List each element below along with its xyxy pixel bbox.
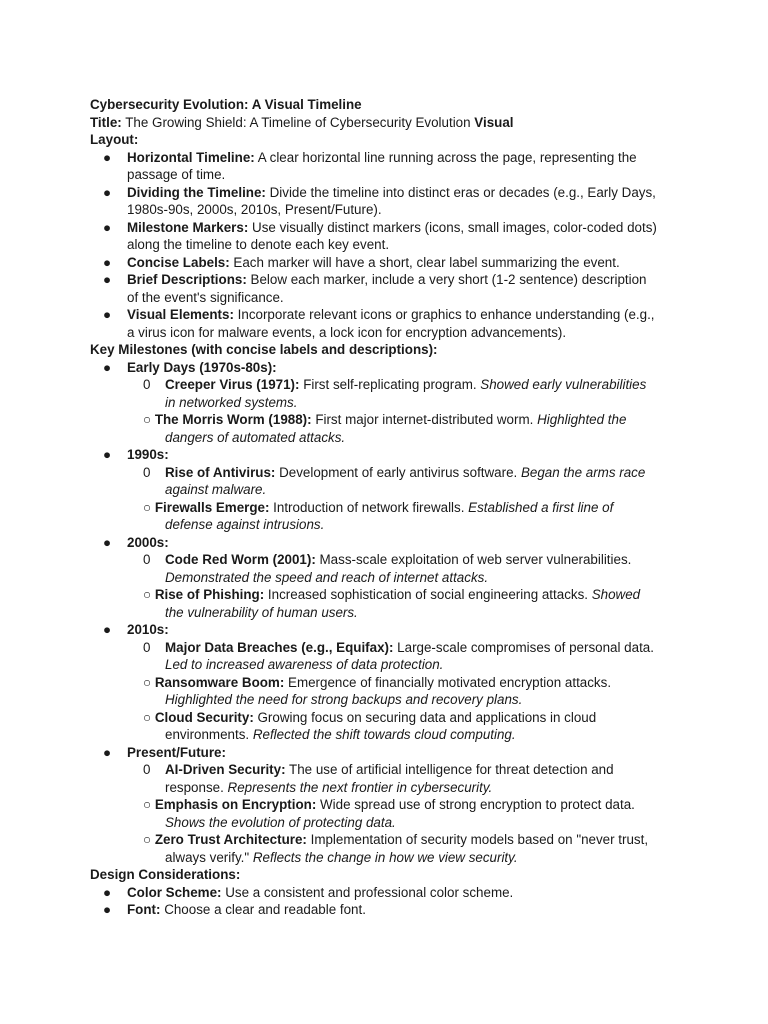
event-significance: Led to increased awareness of data protection. — [165, 657, 444, 672]
event-significance: Showed — [591, 587, 641, 602]
event-description: response. — [165, 779, 228, 795]
milestones-heading-text: Key Milestones (with concise labels and descriptions): — [90, 342, 438, 357]
event-significance: Demonstrated the speed and reach of internet attacks. — [165, 569, 489, 585]
bullet-icon: ● — [103, 744, 112, 760]
layout-item-text: Use visually distinct markers (icons, small images, color-coded dots) — [248, 219, 657, 235]
era-label: 2010s: — [127, 622, 169, 637]
era-item — [90, 621, 690, 639]
event-description: Development of early antivirus software. — [275, 464, 521, 480]
event-title: Cloud Security: — [154, 709, 254, 725]
layout-item-body — [127, 271, 690, 306]
layout-item-body — [127, 149, 690, 184]
event-description: environments. — [165, 727, 253, 742]
event-title: Major Data Breaches (e.g., Equifax): — [165, 639, 394, 655]
event-significance: the vulnerability of human users. — [165, 604, 358, 620]
event-significance: Reflects the change in how we view security. — [252, 849, 518, 865]
layout-heading — [90, 131, 690, 149]
event-item — [90, 376, 690, 411]
event-title: Rise of Antivirus: — [165, 464, 276, 480]
layout-item — [90, 184, 690, 219]
era-label: Present/Future: — [127, 744, 226, 760]
title-label: Title: — [90, 114, 122, 130]
layout-item-text: Below each marker, include a very short (1-2 sentence) description — [246, 272, 647, 287]
event-description: First major internet-distributed worm. — [311, 412, 538, 427]
event-marker-icon: ○ — [143, 412, 152, 427]
layout-item-body — [127, 254, 690, 272]
event-item — [90, 796, 690, 831]
bullet-icon: ● — [103, 219, 112, 235]
layout-item-label: Concise Labels: — [127, 254, 230, 270]
bullet-icon: ● — [103, 902, 112, 917]
event-title: Firewalls Emerge: — [154, 499, 270, 515]
event-title: Code Red Worm (2001): — [165, 552, 316, 567]
title-suffix: Visual — [474, 114, 514, 130]
design-item-label: Font: — [127, 902, 161, 917]
event-significance: against malware. — [165, 482, 267, 497]
layout-item-text: a virus icon for malware events, a lock icon for encryption advancements). — [127, 324, 567, 340]
design-item-text: Use a consistent and professional color scheme. — [221, 884, 514, 900]
event-description: Large-scale compromises of personal data. — [393, 639, 654, 655]
event-description: First self-replicating program. — [299, 377, 481, 392]
design-item — [90, 901, 690, 919]
era-label: 1990s: — [127, 447, 169, 462]
event-description: Implementation of security models based on "never trust, — [306, 832, 649, 847]
event-item — [90, 761, 690, 796]
layout-heading-text: Layout: — [90, 132, 139, 147]
layout-item-text: A clear horizontal line running across the page, representing the — [254, 149, 637, 165]
document-title-text: Cybersecurity Evolution: A Visual Timeline — [90, 97, 362, 112]
event-title: Creeper Virus (1971): — [165, 377, 300, 392]
event-title: Zero Trust Architecture: — [154, 832, 307, 847]
design-item — [90, 884, 690, 902]
layout-item-text: of the event's significance. — [127, 289, 284, 305]
event-significance: Reflected the shift towards cloud computing. — [252, 727, 516, 742]
layout-item — [90, 149, 690, 184]
event-significance: Began the arms race — [520, 464, 646, 480]
design-item-text: Choose a clear and readable font. — [160, 902, 366, 917]
layout-item-text: passage of time. — [127, 167, 226, 182]
era-item — [90, 446, 690, 464]
event-marker-icon: ○ — [143, 674, 152, 690]
event-item — [90, 674, 690, 709]
document-content — [90, 96, 690, 919]
event-significance: Represents the next frontier in cybersecurity. — [227, 779, 493, 795]
event-marker-icon: ○ — [143, 832, 152, 847]
event-description: always verify." — [165, 849, 253, 865]
event-description: Wide spread use of strong encryption to protect data. — [316, 797, 635, 812]
event-title: The Morris Worm (1988): — [154, 412, 312, 427]
title-text: The Growing Shield: A Timeline of Cybersecurity Evolution — [121, 114, 475, 130]
event-significance: in networked systems. — [165, 394, 298, 410]
event-marker-icon: 0 — [143, 552, 151, 567]
event-marker-icon: 0 — [143, 464, 151, 480]
layout-item-label: Horizontal Timeline: — [127, 149, 255, 165]
event-title: Emphasis on Encryption: — [154, 797, 317, 812]
layout-item-text: Each marker will have a short, clear label summarizing the event. — [229, 254, 620, 270]
event-description: Introduction of network firewalls. — [269, 499, 469, 515]
bullet-icon: ● — [103, 184, 112, 200]
event-description: Growing focus on securing data and applications in cloud — [253, 709, 597, 725]
event-title: Ransomware Boom: — [154, 674, 285, 690]
event-description: Mass-scale exploitation of web server vulnerabilities. — [315, 552, 632, 567]
event-marker-icon: 0 — [143, 377, 151, 392]
design-heading-text: Design Considerations: — [90, 867, 241, 882]
event-marker-icon: ○ — [143, 709, 152, 725]
event-marker-icon: ○ — [143, 499, 152, 515]
event-item — [90, 411, 690, 446]
layout-item-text: Incorporate relevant icons or graphics to enhance understanding (e.g., — [233, 307, 655, 322]
bullet-icon: ● — [103, 359, 112, 375]
era-item — [90, 744, 690, 762]
event-significance: Established a first line of — [468, 499, 614, 515]
layout-item — [90, 271, 690, 306]
bullet-icon: ● — [103, 307, 112, 322]
layout-item-label: Milestone Markers: — [127, 219, 249, 235]
layout-item-body — [127, 306, 690, 341]
event-description: The use of artificial intelligence for threat detection and — [285, 762, 614, 777]
event-marker-icon: 0 — [143, 762, 151, 777]
layout-item-text: Divide the timeline into distinct eras or decades (e.g., Early Days, — [265, 184, 656, 200]
layout-item-text: 1980s-90s, 2000s, 2010s, Present/Future). — [127, 202, 382, 217]
milestones-heading — [90, 341, 690, 359]
bullet-icon: ● — [103, 622, 112, 637]
event-significance: Highlighted the need for strong backups and recovery plans. — [165, 692, 523, 707]
layout-item-label: Brief Descriptions: — [127, 272, 247, 287]
event-item — [90, 586, 690, 621]
bullet-icon: ● — [103, 254, 112, 270]
event-marker-icon: ○ — [143, 587, 152, 602]
design-heading — [90, 866, 690, 884]
event-marker-icon: 0 — [143, 639, 151, 655]
bullet-icon: ● — [103, 272, 112, 287]
title-line — [90, 114, 690, 132]
bullet-icon: ● — [103, 447, 112, 462]
layout-item-body — [127, 184, 690, 219]
event-item — [90, 499, 690, 534]
design-item-label: Color Scheme: — [127, 884, 222, 900]
event-title: Rise of Phishing: — [154, 587, 265, 602]
event-title: AI-Driven Security: — [165, 762, 286, 777]
event-description: Emergence of financially motivated encryption attacks. — [284, 674, 612, 690]
bullet-icon: ● — [103, 149, 112, 165]
era-label: Early Days (1970s-80s): — [127, 359, 277, 375]
layout-item — [90, 306, 690, 341]
bullet-icon: ● — [103, 884, 112, 900]
event-significance: Shows the evolution of protecting data. — [165, 814, 396, 830]
event-item — [90, 831, 690, 866]
event-significance: dangers of automated attacks. — [165, 429, 346, 445]
era-label: 2000s: — [127, 534, 169, 550]
event-description: Increased sophistication of social engineering attacks. — [264, 587, 592, 602]
layout-item-body — [127, 219, 690, 254]
layout-item-label: Visual Elements: — [127, 307, 234, 322]
event-item — [90, 551, 690, 586]
layout-item-text: along the timeline to denote each key event. — [127, 237, 390, 252]
layout-item — [90, 254, 690, 272]
era-item — [90, 534, 690, 552]
era-item — [90, 359, 690, 377]
layout-item — [90, 219, 690, 254]
event-marker-icon: ○ — [143, 797, 152, 812]
layout-item-label: Dividing the Timeline: — [127, 184, 266, 200]
event-item — [90, 709, 690, 744]
event-significance: defense against intrusions. — [165, 517, 325, 532]
event-item — [90, 639, 690, 674]
event-significance: Showed early vulnerabilities — [480, 377, 647, 392]
event-item — [90, 464, 690, 499]
document-title — [90, 96, 690, 114]
event-significance: Highlighted the — [537, 412, 627, 427]
bullet-icon: ● — [103, 534, 112, 550]
